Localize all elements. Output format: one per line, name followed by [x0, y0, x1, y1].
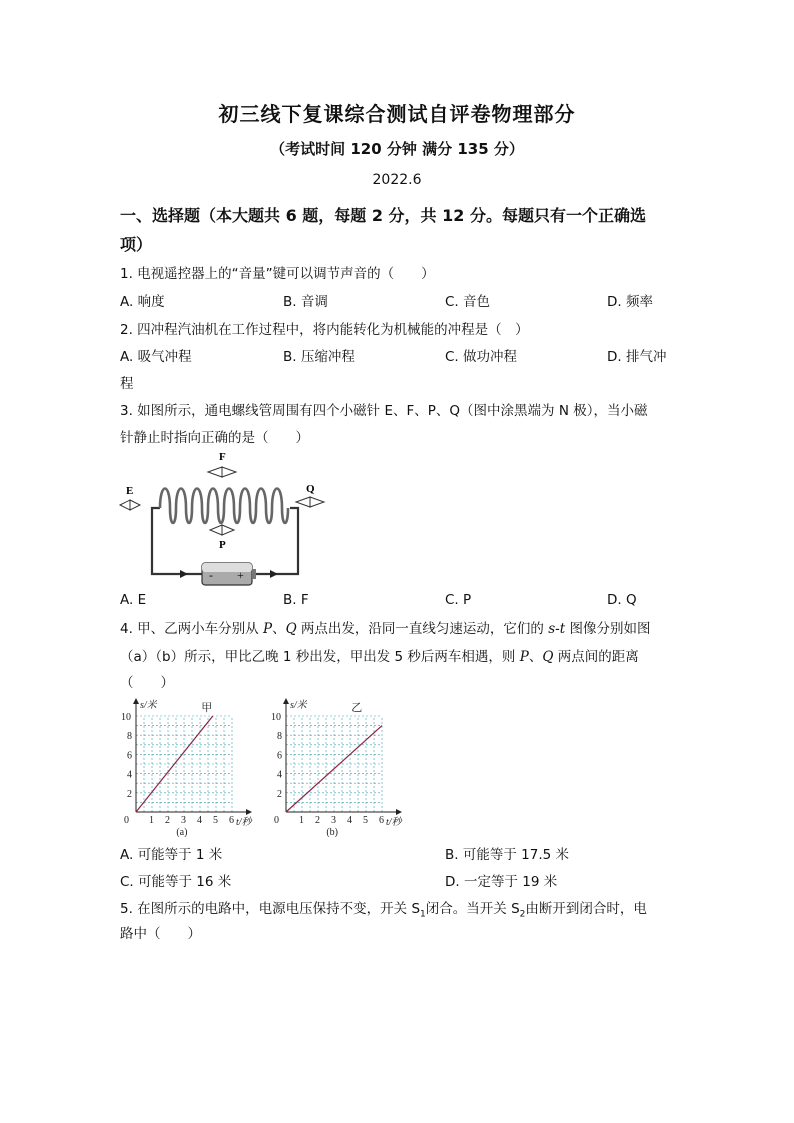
compass-needle-p: [210, 525, 234, 535]
q2-option-b[interactable]: B. 压缩冲程: [283, 349, 355, 365]
question-3-line1: 3. 如图所示，通电螺线管周围有四个小磁针 E、F、P、Q（图中涂黑端为 N 极），当小磁: [120, 403, 648, 419]
x-tick-label: 6: [229, 815, 234, 826]
y-tick-label: 2: [277, 788, 282, 800]
q5-text-part: 闭合。当开关 S: [425, 901, 520, 917]
q4-point-q: Q: [542, 649, 554, 665]
battery: [202, 563, 256, 585]
circuit-wire-right: [252, 508, 298, 574]
battery-minus-label: -: [209, 568, 213, 582]
q5-text-part: 由断开到闭合时，电: [525, 901, 647, 917]
question-3-line2: 针静止时指向正确的是（ ）: [120, 430, 309, 446]
q2-option-a[interactable]: A. 吸气冲程: [120, 349, 192, 365]
q4-option-b[interactable]: B. 可能等于 17.5 米: [445, 847, 569, 863]
q5-switch-subscript: 1: [420, 909, 426, 920]
chart-title: 乙: [351, 702, 363, 714]
q4-point-p: P: [262, 621, 273, 637]
st-graph-b: [266, 697, 426, 837]
x-axis-label: t/秒: [236, 817, 252, 828]
question-4-line2: [120, 645, 639, 665]
question-4-line3: （ ）: [120, 675, 174, 691]
question-1-text: 1. 电视遥控器上的“音量”键可以调节声音的（ ）: [120, 266, 435, 282]
q4-option-a[interactable]: A. 可能等于 1 米: [120, 847, 223, 863]
q1-option-d[interactable]: D. 频率: [607, 294, 653, 310]
chart-caption: (a): [176, 827, 188, 837]
solenoid-coil: [160, 489, 288, 524]
battery-plus-label: +: [237, 568, 244, 582]
q1-option-b[interactable]: B. 音调: [283, 294, 328, 310]
q3-option-d[interactable]: D. Q: [607, 592, 637, 608]
q1-option-a[interactable]: A. 响度: [120, 294, 165, 310]
section-heading-wrap: 项）: [120, 235, 153, 254]
circuit-wire-left: [152, 508, 202, 574]
y-tick-label: 8: [277, 731, 282, 743]
q4-option-c[interactable]: C. 可能等于 16 米: [120, 874, 232, 890]
chart-caption: (b): [326, 827, 338, 837]
y-tick-label: 4: [277, 769, 282, 781]
needle-label-q: Q: [306, 483, 315, 495]
question-5-line2: 路中（ ）: [120, 926, 201, 942]
y-axis-arrow-icon: [133, 698, 139, 704]
q4-text-part: 图像分别如图: [565, 621, 651, 637]
exam-info: （考试时间 120 分钟 满分 135 分）: [270, 140, 524, 158]
needle-label-e: E: [126, 485, 134, 497]
section-heading: 一、选择题（本大题共 6 题，每题 2 分，共 12 分。每题只有一个正确选: [120, 206, 646, 225]
q5-text-part: 5. 在图所示的电路中，电源电压保持不变，开关 S: [120, 901, 421, 917]
q4-separator: 、: [272, 621, 286, 637]
y-tick-label: 6: [277, 750, 282, 762]
chart-title: 甲: [201, 702, 213, 714]
q4-separator: 、: [528, 649, 543, 665]
y-tick-label: 4: [127, 769, 132, 781]
compass-needle-q: [296, 497, 324, 507]
q3-option-a[interactable]: A. E: [120, 592, 147, 608]
q5-switch-subscript: 2: [519, 909, 526, 920]
question-4-line1: [120, 617, 650, 637]
y-tick-label: 2: [127, 788, 132, 800]
x-tick-label: 2: [165, 815, 170, 826]
page-title: 初三线下复课综合测试自评卷物理部分: [218, 102, 576, 126]
exam-date: 2022.6: [372, 172, 422, 188]
q4-point-q: Q: [285, 621, 297, 637]
y-tick-label: 6: [127, 750, 132, 762]
q3-option-c[interactable]: C. P: [445, 592, 472, 608]
q4-text-part: 4. 甲、乙两小车分别从: [120, 621, 263, 637]
x-tick-label: 4: [347, 815, 352, 826]
y-axis-label: s/米: [290, 700, 307, 711]
x-tick-label: 4: [197, 815, 202, 826]
x-tick-label: 0: [124, 815, 129, 826]
x-tick-label: 0: [274, 815, 279, 826]
needle-label-p: P: [219, 539, 226, 551]
x-tick-label: 1: [149, 815, 154, 826]
x-tick-label: 3: [331, 815, 336, 826]
x-tick-label: 3: [181, 815, 186, 826]
x-tick-label: 6: [379, 815, 384, 826]
q4-point-p: P: [519, 649, 529, 665]
q2-option-d-wrap: 程: [120, 376, 134, 392]
x-tick-label: 2: [315, 815, 320, 826]
y-axis-arrow-icon: [283, 698, 289, 704]
y-tick-label: 8: [127, 731, 132, 743]
x-tick-label: 5: [213, 815, 218, 826]
x-axis-arrow-icon: [396, 809, 402, 815]
current-arrow-icon: [180, 570, 188, 578]
compass-needle-e: [120, 500, 140, 510]
y-tick-label: 10: [121, 712, 131, 723]
x-axis-label: t/秒: [386, 817, 402, 828]
q4-st-term: s-t: [548, 621, 566, 637]
compass-needle-f: [208, 467, 236, 477]
q4-text-part: 两点出发，沿同一直线匀速运动，它们的: [296, 621, 549, 637]
q1-option-c[interactable]: C. 音色: [445, 294, 491, 310]
q2-option-c[interactable]: C. 做功冲程: [445, 349, 518, 365]
x-axis-arrow-icon: [246, 809, 252, 815]
y-tick-label: 10: [271, 712, 281, 723]
x-tick-label: 5: [363, 815, 368, 826]
q4-text-part: 两点间的距离: [553, 649, 639, 665]
st-graph-a: [116, 697, 276, 837]
y-axis-label: s/米: [140, 700, 157, 711]
q2-option-d[interactable]: D. 排气冲: [607, 349, 667, 365]
solenoid-circuit-diagram: [110, 450, 340, 590]
q4-text-part: （a）（b）所示，甲比乙晚 1 秒出发，甲出发 5 秒后两车相遇，则: [120, 649, 520, 665]
question-5-line1: [120, 897, 647, 920]
question-2-text: 2. 四冲程汽油机在工作过程中，将内能转化为机械能的冲程是（ ）: [120, 322, 529, 338]
q4-option-d[interactable]: D. 一定等于 19 米: [445, 874, 558, 890]
needle-label-f: F: [219, 451, 226, 463]
x-tick-label: 1: [299, 815, 304, 826]
q3-option-b[interactable]: B. F: [283, 592, 309, 608]
current-arrow-icon: [270, 570, 278, 578]
